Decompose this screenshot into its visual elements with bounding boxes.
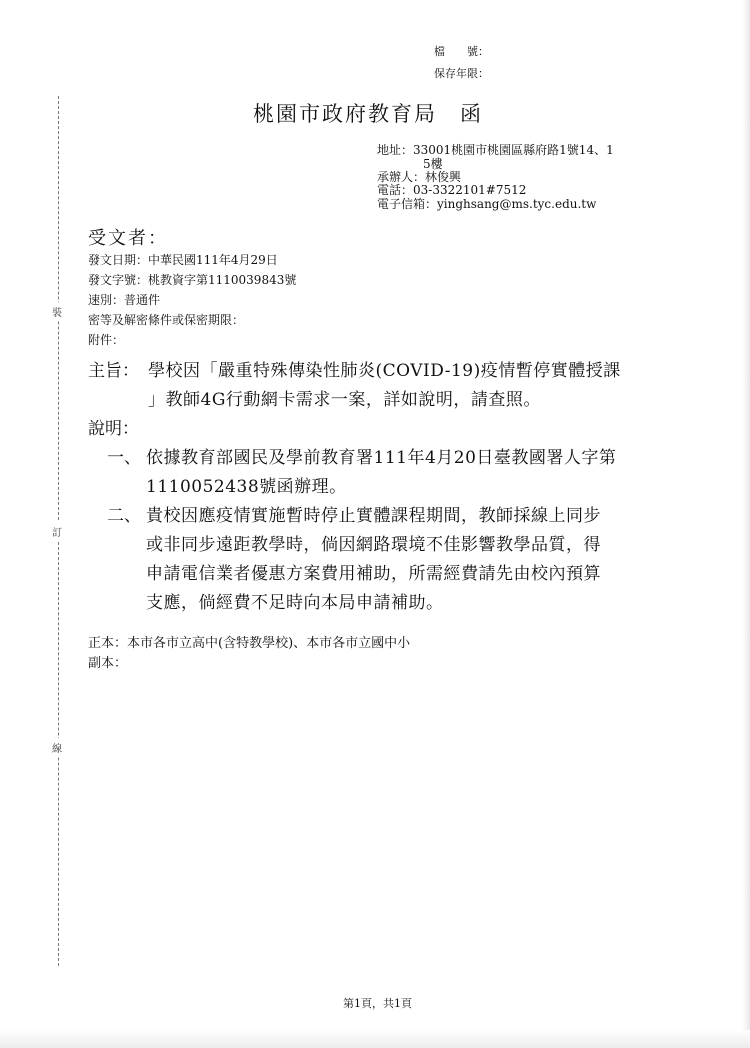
binding-mark-ding: 訂 [52, 522, 62, 541]
explanation-item-1-line-2: 1110052438號函辦理。 [146, 477, 347, 497]
file-number-label: 檔 號： [434, 45, 489, 58]
email: 電子信箱：yinghsang@ms.tyc.edu.tw [377, 197, 597, 211]
phone: 電話：03-3322101#7512 [377, 183, 527, 197]
explanation-item-1-number: 一、 [107, 448, 141, 468]
delivery-speed: 速別：普通件 [88, 293, 161, 307]
secrecy-level: 密等及解密條件或保密期限： [88, 313, 245, 327]
binding-mark-zhuang: 裝 [52, 302, 62, 321]
handler: 承辦人：林俊興 [377, 170, 462, 184]
issue-date: 發文日期：中華民國111年4月29日 [88, 253, 278, 267]
paper-edge-shadow [742, 0, 750, 1048]
binding-mark-xian: 線 [52, 738, 62, 757]
subject-line-1: 學校因「嚴重特殊傳染性肺炎(COVID-19)疫情暫停實體授課 [148, 361, 621, 381]
retention-period-label: 保存年限： [434, 67, 489, 80]
explanation-item-2-line-1: 貴校因應疫情實施暫時停止實體課程期間，教師採線上同步 [146, 506, 601, 526]
explanation-item-2-line-4: 支應，倘經費不足時向本局申請補助。 [146, 593, 444, 613]
explanation-item-2-number: 二、 [107, 506, 141, 526]
paper-bottom-shadow [0, 1030, 750, 1048]
explanation-item-2-line-2: 或非同步遠距教學時，倘因網路環境不佳影響教學品質，得 [146, 535, 601, 555]
copy-recipients: 副本： [88, 656, 128, 671]
document-number: 發文字號：桃教資字第1110039843號 [88, 273, 297, 287]
explanation-label: 說明： [88, 419, 139, 439]
recipient-label: 受文者： [88, 228, 168, 249]
page-footer: 第1頁，共1頁 [343, 997, 412, 1010]
primary-recipients: 正本：本市各市立高中(含特教學校)、本市各市立國中小 [88, 636, 411, 651]
explanation-item-1-line-1: 依據教育部國民及學前教育署111年4月20日臺教國署人字第 [146, 448, 617, 468]
address-line-2: 5樓 [423, 157, 443, 171]
attachment-label: 附件： [88, 333, 125, 347]
explanation-item-2-line-3: 申請電信業者優惠方案費用補助，所需經費請先由校內預算 [146, 564, 601, 584]
document-title: 桃園市政府教育局 函 [253, 102, 483, 126]
subject-label: 主旨： [88, 361, 139, 381]
subject-line-2: 」教師4G行動網卡需求一案，詳如說明，請查照。 [148, 390, 541, 410]
address-line-1: 地址：33001桃園市桃園區縣府路1號14、1 [377, 143, 614, 157]
